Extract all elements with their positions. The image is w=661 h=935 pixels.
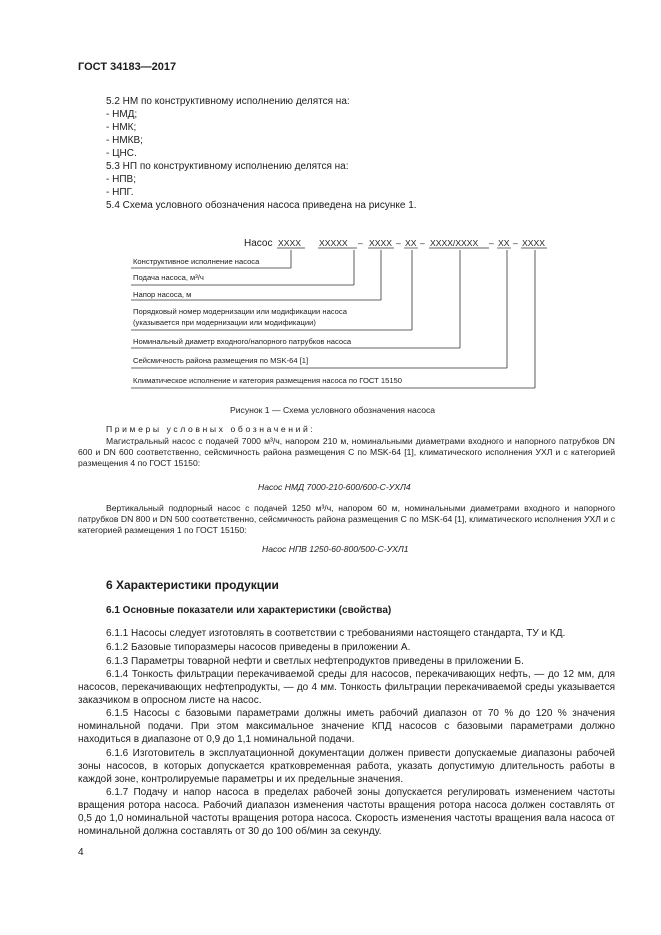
- code-separator: –: [489, 238, 494, 248]
- scheme-label: (указывается при модернизации или модификации): [133, 318, 316, 327]
- code-part: ХХХХ: [369, 238, 392, 248]
- code-separator: –: [513, 238, 518, 248]
- list-item: - НПГ.: [106, 187, 134, 198]
- scheme-label: Подача насоса, м³/ч: [133, 273, 204, 282]
- clause-6-1-7: 6.1.7 Подачу и напор насоса в пределах рабочей зоны допускается регулировать изменением частоты вращения ротора насоса. Рабочий диапазон изменения частоты вращения ротора насоса должен составлять от 0,5 до 1,0 номинальной частоты вращения ротора насоса. Скорость изменения частоты вращения вала насоса от номинальной должна составлять от 30 до 100 об/мин за секунду.: [78, 787, 615, 837]
- clause-6-1-6: 6.1.6 Изготовитель в эксплуатационной документации должен привести допускаемые диапазоны рабочей зоны насосов, в которых допускается кратковременная работа, указать допустимую длительность работы в каждой зоне, контролируемые параметры и их предельные значения.: [78, 748, 615, 785]
- scheme-label: Конструктивное исполнение насоса: [133, 257, 260, 266]
- section-6-title: 6 Характеристики продукции: [106, 578, 279, 592]
- examples-heading: Примеры условных обозначений:: [106, 424, 316, 434]
- clause-6-1-1: 6.1.1 Насосы следует изготовлять в соответствии с требованиями настоящего стандарта, ТУ и КД.: [106, 628, 566, 639]
- clause-5-2: 5.2 НМ по конструктивному исполнению делятся на:: [106, 96, 350, 107]
- example-2-text: Вертикальный подпорный насос с подачей 1250 м³/ч, напором 60 м, номинальными диаметрами входного и напорного патрубков DN 800 и DN 500 соответственно, сейсмичность района размещения С по MSK-64 [1], климатического исполнения УХЛ и с категорией размещения 1 по ГОСТ 15150:: [78, 503, 615, 535]
- page-number: 4: [78, 847, 84, 858]
- scheme-label: Климатическое исполнение и категория размещения насоса по ГОСТ 15150: [133, 376, 402, 385]
- code-part: ХХХХ: [278, 238, 301, 248]
- scheme-label: Напор насоса, м: [133, 290, 192, 299]
- clause-6-1-2: 6.1.2 Базовые типоразмеры насосов приведены в приложении А.: [106, 642, 411, 653]
- clause-6-1-5: 6.1.5 Насосы с базовыми параметрами должны иметь рабочий диапазон от 70 % до 120 % значения номинальной подачи. При этом максимальное значение КПД насосов с базовыми параметрами должно находиться в диапазоне от 0,9 до 1,1 номинальной подачи.: [78, 708, 615, 745]
- figure-caption: Рисунок 1 — Схема условного обозначения насоса: [230, 405, 436, 415]
- list-item: - НМД;: [106, 109, 138, 120]
- clause-5-3: 5.3 НП по конструктивному исполнению делятся на:: [106, 161, 349, 172]
- example-1-text: Магистральный насос с подачей 7000 м³/ч, напором 210 м, номинальными диаметрами входного и напорного патрубков DN 600 и DN 600 соответственно, сейсмичность района размещения С по MSK-64 [1], климатического исполнения УХЛ и с категорией размещения 4 по ГОСТ 15150:: [78, 436, 615, 468]
- section-6-1-title: 6.1 Основные показатели или характеристики (свойства): [106, 605, 392, 616]
- document-number: ГОСТ 34183—2017: [78, 61, 177, 73]
- code-separator: –: [358, 238, 363, 248]
- code-part: ХХХХ: [522, 238, 545, 248]
- clause-6-1-4: 6.1.4 Тонкость фильтрации перекачиваемой среды для насосов, перекачивающих нефть, — до 12 мм, для насосов, перекачивающих нефтепродукты, — до 4 мм. Тонкость фильтрации перекачиваемой среды указывается заказчиком в опросном листе на насос.: [78, 669, 615, 706]
- code-prefix: Насос: [244, 238, 273, 249]
- code-separator: –: [396, 238, 401, 248]
- scheme-label: Сейсмичность района размещения по MSK-64 [1]: [133, 356, 309, 365]
- list-item: - ЦНС.: [106, 148, 137, 159]
- code-part: ХХ: [405, 238, 417, 248]
- list-item: - НМКВ;: [106, 135, 143, 146]
- code-part: ХХХХХ: [319, 238, 348, 248]
- scheme-label: Порядковый номер модернизации или модификации насоса: [133, 307, 347, 316]
- example-2-designation: Насос НПВ 1250-60-800/500-С-УХЛ1: [262, 544, 409, 554]
- code-part: ХХХХ/ХХХХ: [430, 238, 479, 248]
- list-item: - НПВ;: [106, 174, 136, 185]
- list-item: - НМК;: [106, 122, 137, 133]
- scheme-label: Номинальный диаметр входного/напорного патрубков насоса: [133, 337, 352, 346]
- clause-5-4: 5.4 Схема условного обозначения насоса приведена на рисунке 1.: [106, 200, 417, 211]
- clause-6-1-3: 6.1.3 Параметры товарной нефти и светлых нефтепродуктов приведены в приложении Б.: [106, 656, 524, 667]
- code-separator: –: [420, 238, 425, 248]
- code-part: ХХ: [498, 238, 510, 248]
- example-1-designation: Насос НМД 7000-210-600/600-С-УХЛ4: [258, 482, 411, 492]
